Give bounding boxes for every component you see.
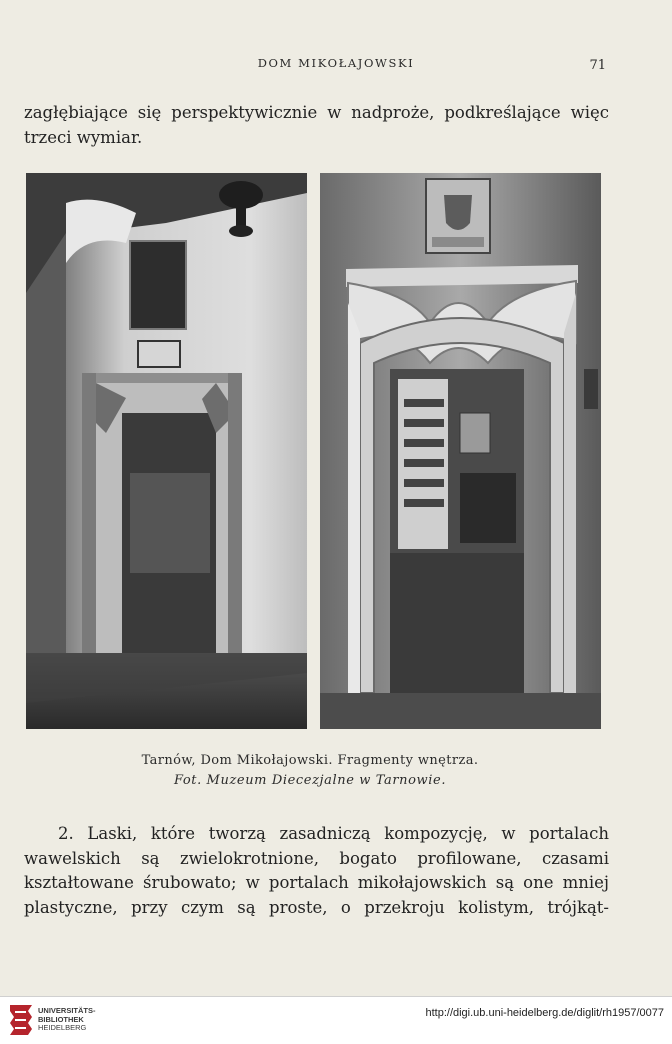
source-url-link[interactable]: http://digi.ub.uni-heidelberg.de/diglit/rh1957/0077 [425,1007,664,1019]
photo-interior-doorway [26,173,307,729]
figure-credit: Fot. Muzeum Diecezjalne w Tarnowie. [173,773,447,788]
text-line: 2. Laski, które tworzą zasadniczą kompozycję, w portalach [58,824,609,843]
page-number: 71 [589,58,606,73]
paragraph-top [24,101,609,150]
logo-line: HEIDELBERG [38,1023,87,1032]
text-line: trzeci wymiar. [24,127,143,147]
text-line: kształtowane śrubowato; w portalach mikołajowskich są one mniej [24,873,609,892]
photo-carved-portal [320,173,601,729]
text-line: zagłębiające się perspektywicznie w nadproże, podkreślające więc [24,103,609,122]
logo-line: UNIVERSITÄTS- [38,1006,96,1015]
library-logo-text [38,1007,96,1033]
running-title: DOM MIKOŁAJOWSKI [257,56,415,70]
text-line: plastyczne, przy czym są proste, o przekroju kolistym, trójkąt- [24,897,609,917]
figure-caption: Tarnów, Dom Mikołajowski. Fragmenty wnętrza. [141,753,479,768]
text-line: wawelskich są zwielokrotnione, bogato profilowane, czasami [24,848,609,868]
library-logo-icon [8,1003,34,1037]
logo-line: BIBLIOTHEK [38,1014,84,1024]
digitization-footer [0,996,672,1044]
paragraph-bottom [24,822,609,920]
